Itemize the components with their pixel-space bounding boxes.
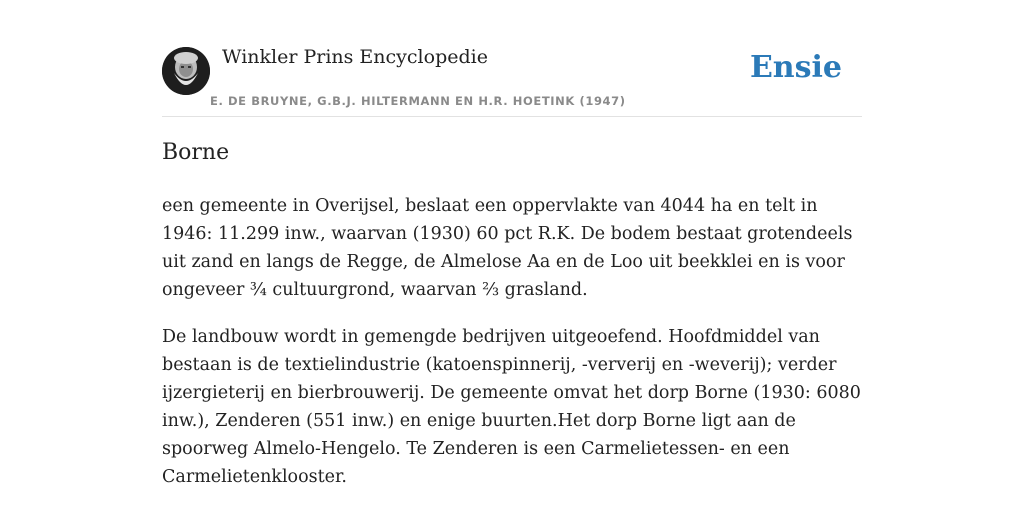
article-body <box>162 192 862 510</box>
author-avatar[interactable] <box>162 47 210 95</box>
page-container <box>162 0 862 487</box>
article-paragraph: De landbouw wordt in gemengde bedrijven uitgeoefend. Hoofdmiddel van bestaan is de textielindustrie (katoenspinnerij, -ververij en -weverij); verder ijzergieterij en bierbrouwerij. De gemeente omvat het dorp Borne (1930: 6080 inw.), Zenderen (551 inw.) en enige buurten.Het dorp Borne ligt aan de spoorweg Almelo-Hengelo. Te Zenderen is een Carmelietessen- en een Carmelietenklooster. <box>162 327 861 487</box>
portrait-image <box>162 47 210 95</box>
header <box>162 0 862 117</box>
article-title: Borne <box>162 140 230 165</box>
site-title[interactable]: Winkler Prins Encyclopedie <box>222 46 488 68</box>
brand-logo[interactable]: Ensie <box>749 50 842 85</box>
article-paragraph: een gemeente in Overijsel, beslaat een oppervlakte van 4044 ha en telt in 1946: 11.299 inw., waarvan (1930) 60 pct R.K. De bodem bestaat grotendeels uit zand en langs de Regge, de Almelose Aa en de Loo uit beekklei en is voor ongeveer ¾ cultuurgrond, waarvan ⅔ grasland. <box>162 196 853 300</box>
authors-line: E. DE BRUYNE, G.B.J. HILTERMANN EN H.R. HOETINK (1947) <box>210 94 626 108</box>
